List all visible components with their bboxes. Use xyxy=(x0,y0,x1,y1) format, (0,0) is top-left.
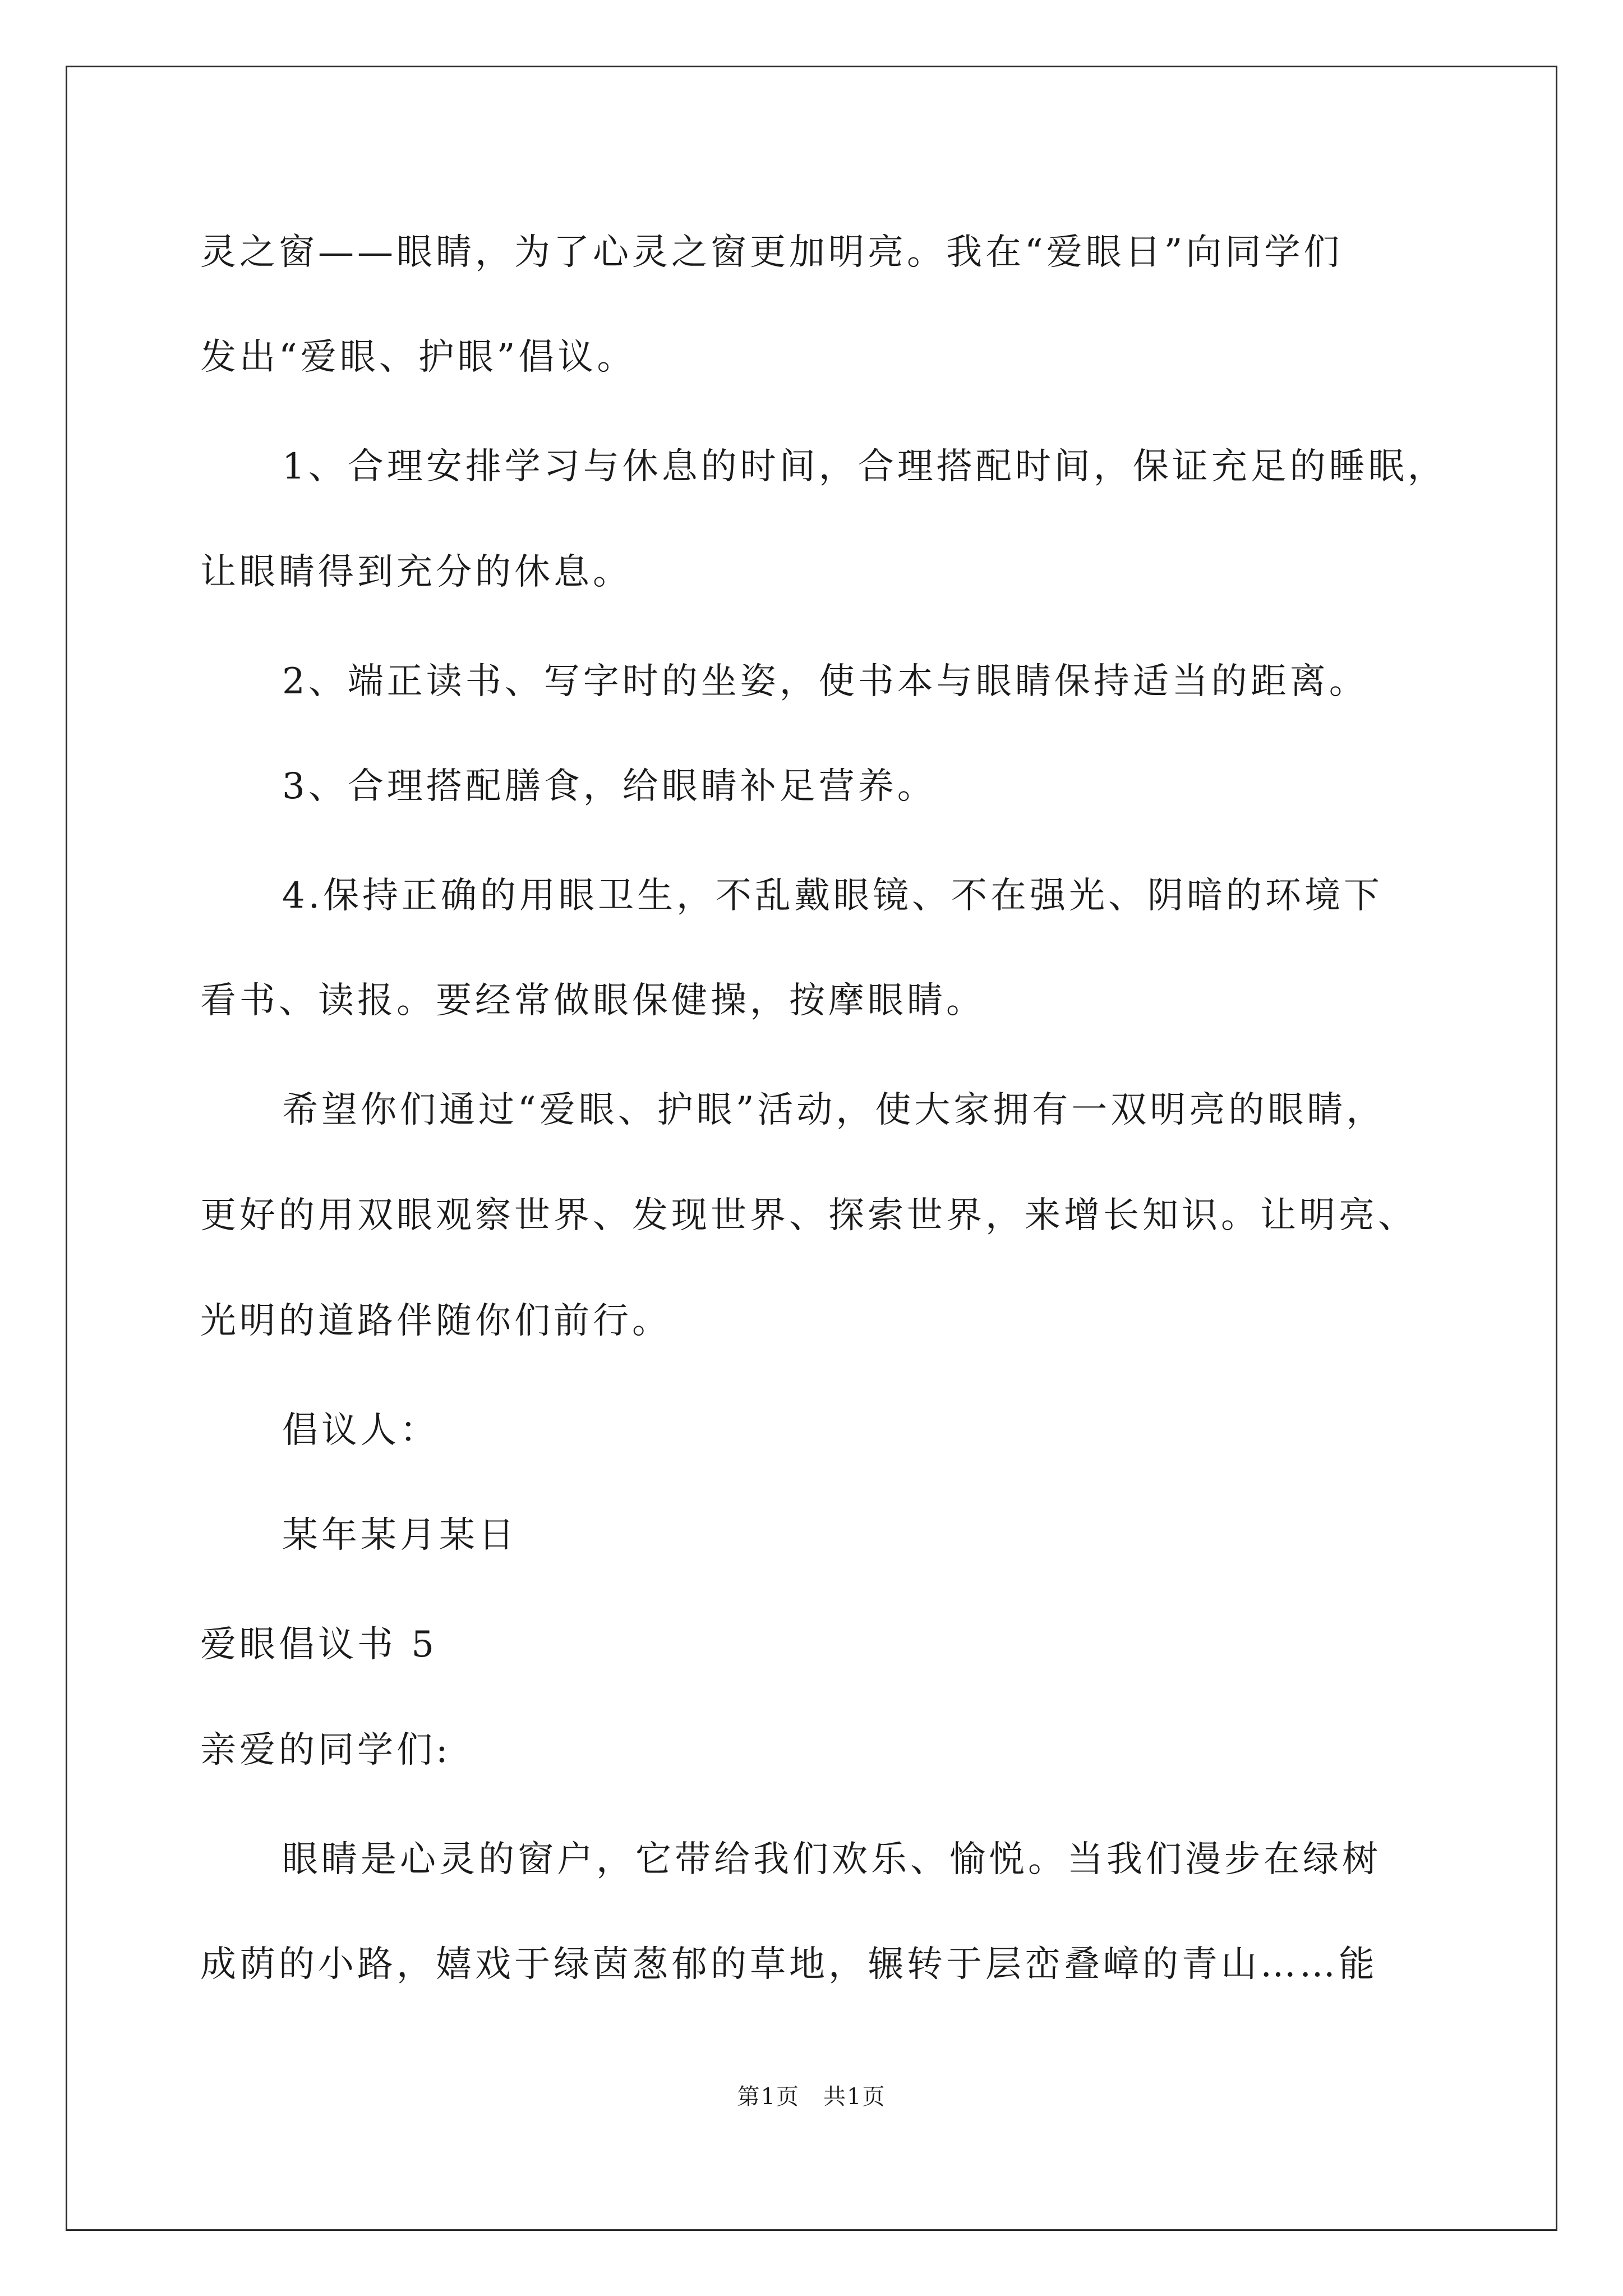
text-line-7: 4.保持正确的用眼卫生，不乱戴眼镜、不在强光、阴暗的环境下 xyxy=(282,875,1384,917)
text-line-1: 灵之窗——眼睛，为了心灵之窗更加明亮。我在“爱眼日”向同学们 xyxy=(200,232,1343,273)
page-border xyxy=(66,66,1557,2231)
text-line-17: 成荫的小路，嬉戏于绿茵葱郁的草地，辗转于层峦叠嶂的青山……能 xyxy=(200,1944,1378,1985)
section-title: 爱眼倡议书 5 xyxy=(200,1624,438,1665)
text-line-16: 眼睛是心灵的窗户，它带给我们欢乐、愉悦。当我们漫步在绿树 xyxy=(282,1839,1381,1880)
text-line-2: 发出“爱眼、护眼”倡议。 xyxy=(200,337,637,378)
text-line-5: 2、端正读书、写字时的坐姿，使书本与眼睛保持适当的距离。 xyxy=(282,661,1368,702)
text-line-11: 光明的道路伴随你们前行。 xyxy=(200,1300,671,1342)
text-line-4: 让眼睛得到充分的休息。 xyxy=(200,551,632,593)
text-line-12: 倡议人： xyxy=(282,1410,439,1451)
salutation: 亲爱的同学们: xyxy=(200,1729,451,1771)
text-line-6: 3、合理搭配膳食，给眼睛补足营养。 xyxy=(282,766,937,807)
text-line-3: 1、合理安排学习与休息的时间，合理搭配时间，保证充足的睡眠， xyxy=(282,446,1447,487)
page-footer: 第1页 共1页 xyxy=(737,2084,886,2110)
text-line-10: 更好的用双眼观察世界、发现世界、探索世界，来增长知识。让明亮、 xyxy=(200,1195,1417,1236)
text-line-8: 看书、读报。要经常做眼保健操，按摩眼睛。 xyxy=(200,980,985,1022)
text-line-9: 希望你们通过“爱眼、护眼”活动，使大家拥有一双明亮的眼睛， xyxy=(282,1089,1386,1131)
text-line-13: 某年某月某日 xyxy=(282,1515,518,1556)
